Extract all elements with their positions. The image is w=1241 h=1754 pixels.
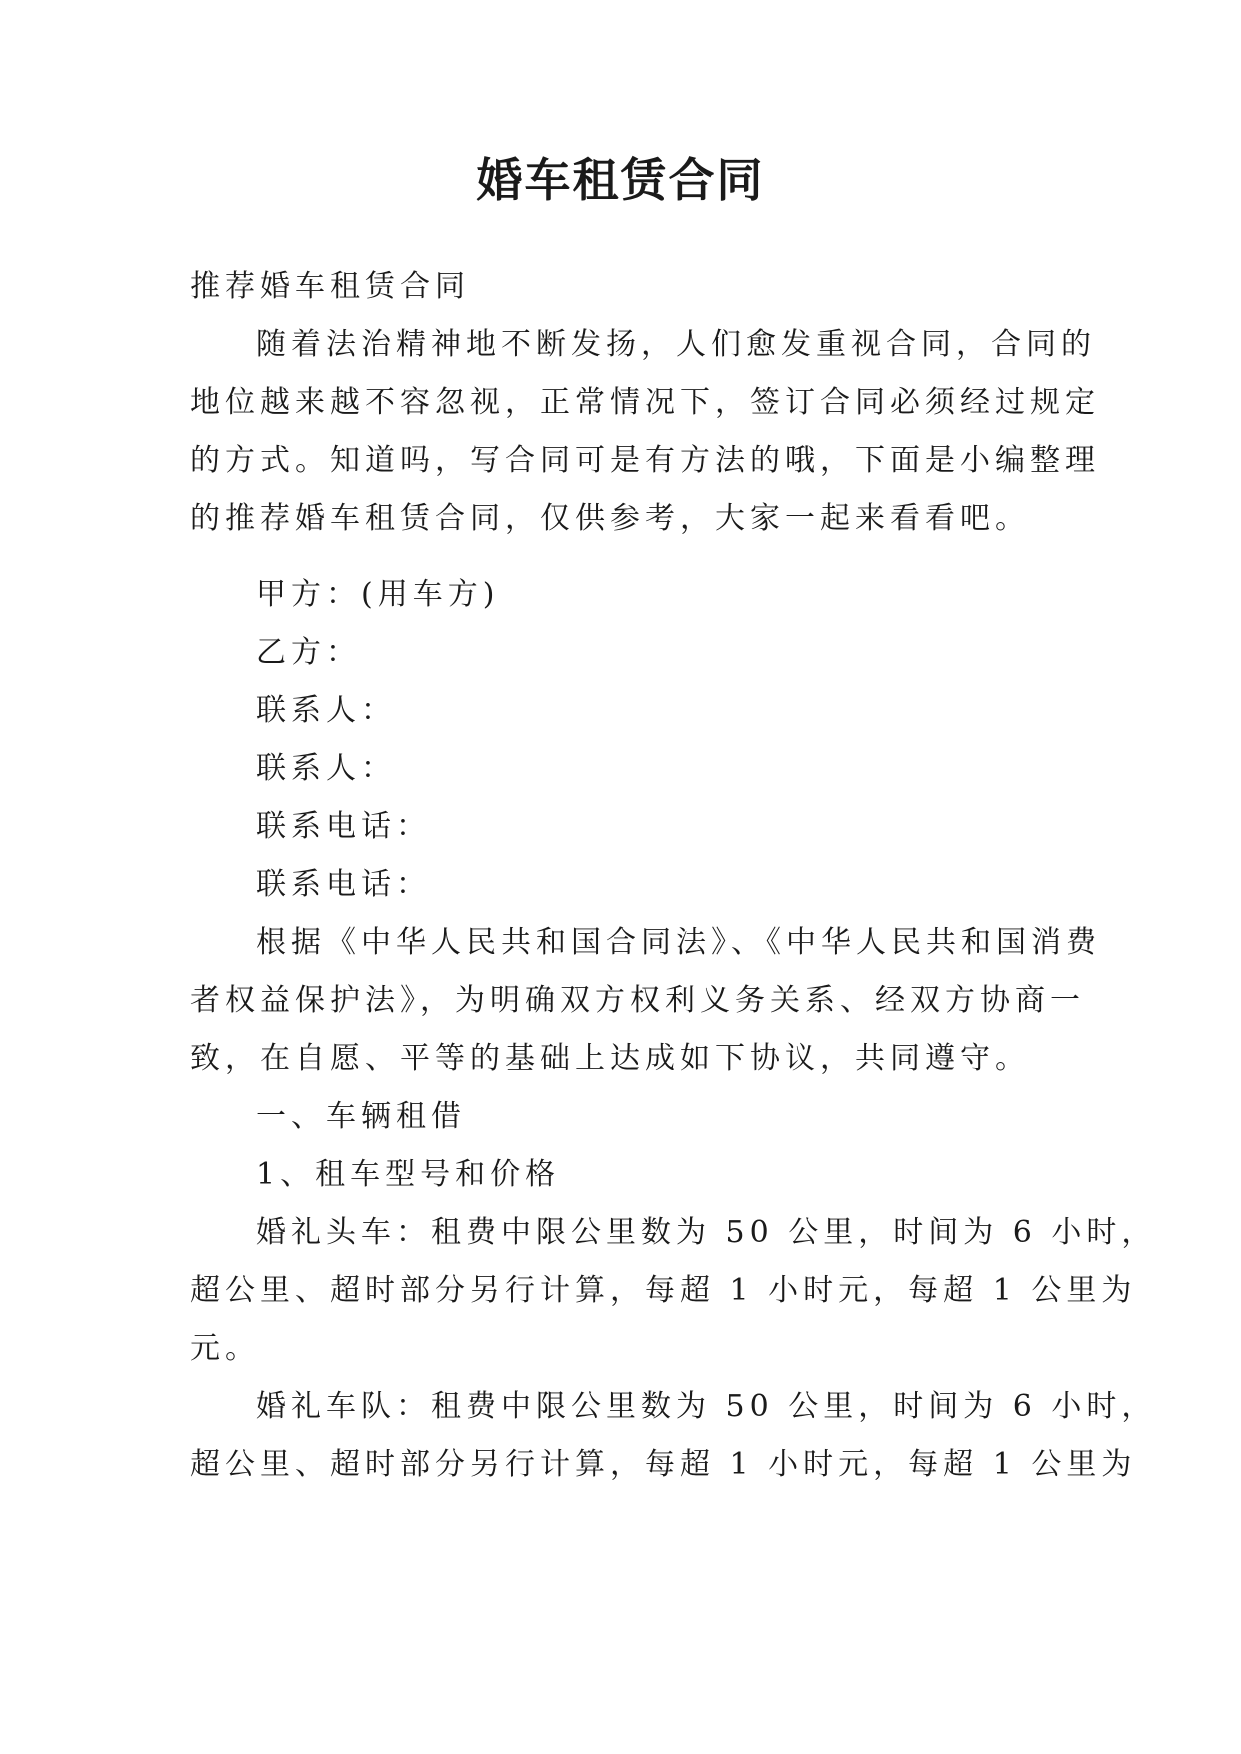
- intro-line: 的方式。知道吗，写合同可是有方法的哦，下面是小编整理: [190, 443, 1100, 478]
- contact-person: 联系人：: [256, 693, 396, 728]
- intro-paragraph: [190, 316, 1100, 548]
- basis-paragraph: [190, 914, 1101, 1088]
- intro-line: 随着法治精神地不断发扬，人们愈发重视合同，合同的: [256, 327, 1096, 362]
- contact-person: 联系人：: [256, 751, 396, 786]
- party-b: 乙方：: [256, 635, 361, 670]
- document-title: 婚车租赁合同: [476, 153, 765, 207]
- item-heading: 1、租车型号和价格: [256, 1157, 561, 1192]
- fleet-line: 超公里、超时部分另行计算，每超 1 小时元，每超 1 公里为: [190, 1447, 1137, 1482]
- contact-phone: 联系电话：: [256, 867, 431, 902]
- contact-phone: 联系电话：: [256, 809, 431, 844]
- section-heading: 一、车辆租借: [256, 1099, 466, 1134]
- lead-car-line: 元。: [190, 1331, 260, 1366]
- basis-line: 者权益保护法》，为明确双方权利义务关系、经双方协商一: [190, 983, 1085, 1018]
- fleet-line: 婚礼车队：租费中限公里数为 50 公里，时间为 6 小时，: [256, 1389, 1157, 1424]
- parties-block: [190, 566, 1157, 1494]
- intro-line: 地位越来越不容忽视，正常情况下，签订合同必须经过规定: [190, 385, 1100, 420]
- basis-line: 根据《中华人民共和国合同法》、《中华人民共和国消费: [256, 925, 1101, 960]
- basis-line: 致，在自愿、平等的基础上达成如下协议，共同遵守。: [190, 1041, 1030, 1076]
- lead-car-line: 婚礼头车：租费中限公里数为 50 公里，时间为 6 小时，: [256, 1215, 1157, 1250]
- party-a: 甲方：(用车方): [256, 577, 500, 612]
- intro-line: 的推荐婚车租赁合同，仅供参考，大家一起来看看吧。: [190, 501, 1030, 536]
- lead-car-paragraph: [190, 1204, 1157, 1378]
- fleet-paragraph: [190, 1378, 1157, 1494]
- document-subtitle-block: [190, 258, 1100, 548]
- document-subtitle: 推荐婚车租赁合同: [190, 269, 470, 304]
- lead-car-line: 超公里、超时部分另行计算，每超 1 小时元，每超 1 公里为: [190, 1273, 1137, 1308]
